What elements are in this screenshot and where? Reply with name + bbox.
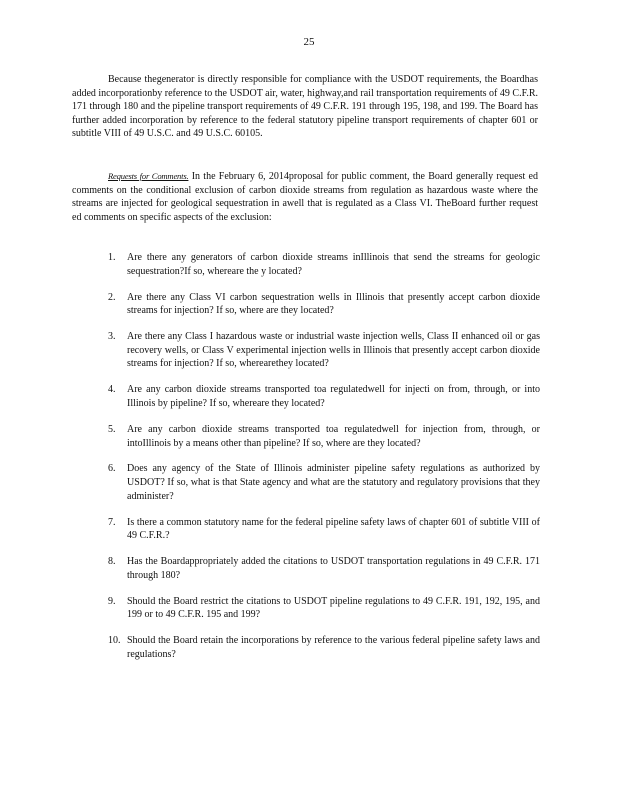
- requests-paragraph: [72, 170, 538, 224]
- intro-paragraph: Because thegenerator is directly responsible for compliance with the USDOT requirements, the Boardhas added incorporationby reference to the USDOT air, water, highway,and rail transportation requirements of 49 C.F.R. 171 through 180 and the pipeline transport requirements of 49 C.F.R. 191 through 195, 198, and 199. The Board has further added incorporation by reference to the federal statutory pipeline transport requirements of chapter 601 or subtitle VIII of 49 U.S.C. and 49 U.S.C. 60105.: [72, 74, 538, 140]
- list-item: [108, 291, 540, 318]
- list-item: [108, 251, 540, 278]
- list-item: [108, 423, 540, 450]
- question-number: 5.: [108, 423, 116, 435]
- question-text: Is there a common statutory name for the federal pipeline safety laws of chapter 601 of subtitle VIII of 49 C.F.R.?: [127, 516, 540, 542]
- question-number: 8.: [108, 556, 116, 568]
- question-text: Has the Boardappropriately added the citations to USDOT transportation regulations in 49 C.F.R. 171 through 180?: [127, 556, 540, 581]
- list-item: [108, 555, 540, 582]
- question-text: Are any carbon dioxide streams transported toa regulatedwell for injection from, through, or intoIllinois by a means other than pipeline? If so, where are they located?: [127, 423, 540, 449]
- list-item: [108, 330, 540, 371]
- question-text: Are any carbon dioxide streams transported toa regulatedwell for injecti on from, through, or into Illinois by pipeline? If so, whereare they located?: [127, 384, 540, 409]
- list-item: [108, 462, 540, 503]
- question-text: Are there any Class VI carbon sequestration wells in Illinois that presently accept carbon dioxide streams for injection? If so, where are they located?: [127, 291, 540, 317]
- question-number: 4.: [108, 384, 116, 396]
- list-item: [108, 516, 540, 543]
- question-number: 3.: [108, 331, 116, 343]
- question-text: Does any agency of the State of Illinois administer pipeline safety regulations as authorized by USDOT? If so, what is that State agency and what are the statutory and regulatory provisions that they administer?: [127, 463, 540, 502]
- question-text: Are there any generators of carbon dioxide streams inIllinois that send the streams for geologic sequestration?If so, whereare the y located?: [127, 252, 540, 277]
- question-text: Are there any Class I hazardous waste or industrial waste injection wells, Class II enhanced oil or gas recovery wells, or Class V experimental injection wells in Illinois that presently accept carbon dioxide streams for injection? If so, wherearethey located?: [127, 331, 540, 370]
- list-item: [108, 383, 540, 410]
- requests-text: In the February 6, 2014proposal for public comment, the Board generally request ed comments on the conditional exclusion of carbon dioxide streams from regulation as hazardous waste where the streams are injected for geological sequestration in awell that is regulated as a Class VI. TheBoard further request ed comments on specific aspects of the exclusion:: [72, 171, 538, 223]
- questions-list: [108, 251, 540, 674]
- list-item: [108, 595, 540, 622]
- question-number: 2.: [108, 291, 116, 303]
- question-text: Should the Board retain the incorporations by reference to the various federal pipeline safety laws and regulations?: [127, 635, 540, 660]
- requests-heading: Requests for Comments.: [108, 171, 189, 181]
- question-number: 10.: [108, 635, 121, 647]
- question-number: 9.: [108, 595, 116, 607]
- list-item: [108, 634, 540, 661]
- question-number: 7.: [108, 516, 116, 528]
- question-number: 6.: [108, 463, 116, 475]
- question-number: 1.: [108, 252, 116, 263]
- page-number: 25: [303, 36, 315, 48]
- question-text: Should the Board restrict the citations to USDOT pipeline regulations to 49 C.F.R. 191, 192, 195, and 199 or to 49 C.F.R. 195 and 199?: [127, 595, 540, 621]
